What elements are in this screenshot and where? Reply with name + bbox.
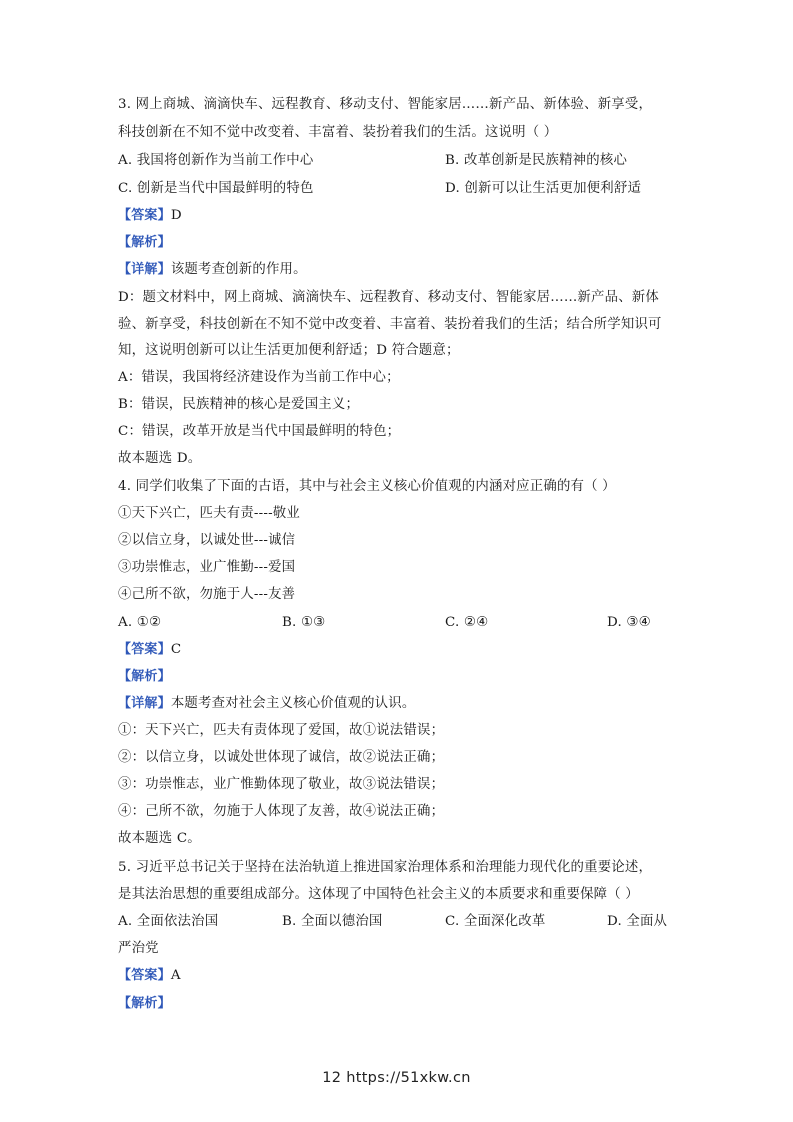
q5-analysis (118, 995, 171, 1013)
q4-explain-line: ②：以信立身，以诚处世体现了诚信，故②说法正确； (118, 750, 445, 765)
q4-explain-line: ④：己所不欲，勿施于人体现了友善，故④说法正确； (118, 804, 445, 819)
q5-option-c: C. 全面深化改革 (445, 914, 546, 929)
q4-option-b: B. ①③ (282, 615, 326, 630)
q4-item: ③功崇惟志，业广惟勤---爱国 (118, 560, 296, 575)
q4-detail (118, 695, 415, 713)
q3-stem-line1: 3. 网上商城、滴滴快车、远程教育、移动支付、智能家居……新产品、新体验、新享受， (118, 97, 653, 112)
q4-option-d: D. ③④ (607, 615, 651, 630)
q4-item: ①天下兴亡，匹夫有责----敬业 (118, 506, 300, 521)
q3-option-a: A. 我国将创新作为当前工作中心 (118, 153, 314, 168)
q4-item: ④己所不欲，勿施于人---友善 (118, 587, 296, 602)
detail-text: 本题考查对社会主义核心价值观的认识。 (170, 696, 416, 711)
q4-option-a: A. ①② (118, 615, 162, 630)
analysis-tag: 【解析】 (118, 235, 171, 250)
q4-analysis (118, 668, 171, 686)
q4-item: ②以信立身，以诚处世---诚信 (118, 533, 296, 548)
page-footer: 12 https://51xkw.cn (322, 1070, 471, 1086)
detail-tag: 【详解】 (118, 696, 171, 711)
q4-explain-line: ③：功崇惟志，业广惟勤体现了敬业，故③说法错误； (118, 777, 445, 792)
q3-explain-line: A：错误，我国将经济建设作为当前工作中心； (118, 370, 400, 385)
q4-option-c: C. ②④ (445, 615, 489, 630)
q3-explain-line: B：错误，民族精神的核心是爱国主义； (118, 397, 360, 412)
q5-stem-line1: 5. 习近平总书记关于坚持在法治轨道上推进国家治理体系和治理能力现代化的重要论述， (118, 860, 653, 875)
q3-detail (118, 261, 307, 279)
q3-option-b: B. 改革创新是民族精神的核心 (445, 153, 628, 168)
q5-answer (118, 967, 181, 985)
q5-option-a: A. 全面依法治国 (118, 914, 219, 929)
analysis-tag: 【解析】 (118, 669, 171, 684)
detail-tag: 【详解】 (118, 262, 171, 277)
answer-tag: 【答案】 (118, 208, 171, 223)
q4-conclusion: 故本题选 C。 (118, 831, 201, 846)
q3-stem-line2: 科技创新在不知不觉中改变着、丰富着、装扮着我们的生活。这说明（ ） (118, 125, 558, 140)
q4-stem: 4. 同学们收集了下面的古语，其中与社会主义核心价值观的内涵对应正确的有（ ） (118, 479, 616, 494)
q3-analysis (118, 234, 171, 252)
answer-value: A (170, 968, 181, 983)
q3-option-c: C. 创新是当代中国最鲜明的特色 (118, 181, 314, 196)
q3-conclusion: 故本题选 D。 (118, 451, 202, 466)
q3-option-d: D. 创新可以让生活更加便利舒适 (445, 181, 642, 196)
q3-explain-line: C：错误，改革开放是当代中国最鲜明的特色； (118, 424, 401, 439)
q3-answer (118, 207, 182, 225)
answer-value: C (170, 642, 182, 657)
q4-answer (118, 641, 181, 659)
answer-tag: 【答案】 (118, 968, 171, 983)
q5-option-d-continued: 严治党 (118, 941, 159, 956)
q5-option-d: D. 全面从 (607, 914, 668, 929)
q3-explain-line: 验、新享受，科技创新在不知不觉中改变着、丰富着、装扮着我们的生活；结合所学知识可 (118, 317, 662, 332)
detail-text: 该题考查创新的作用。 (170, 262, 307, 277)
q5-option-b: B. 全面以德治国 (282, 914, 383, 929)
analysis-tag: 【解析】 (118, 996, 171, 1011)
q3-explain-line: 知，这说明创新可以让生活更加便利舒适；D 符合题意； (118, 343, 460, 358)
answer-value: D (170, 208, 182, 223)
q4-explain-line: ①：天下兴亡，匹夫有责体现了爱国，故①说法错误； (118, 723, 445, 738)
answer-tag: 【答案】 (118, 642, 171, 657)
q5-stem-line2: 是其法治思想的重要组成部分。这体现了中国特色社会主义的本质要求和重要保障（ ） (118, 887, 639, 902)
q3-explain-line: D：题文材料中，网上商城、滴滴快车、远程教育、移动支付、智能家居……新产品、新体 (118, 290, 659, 305)
